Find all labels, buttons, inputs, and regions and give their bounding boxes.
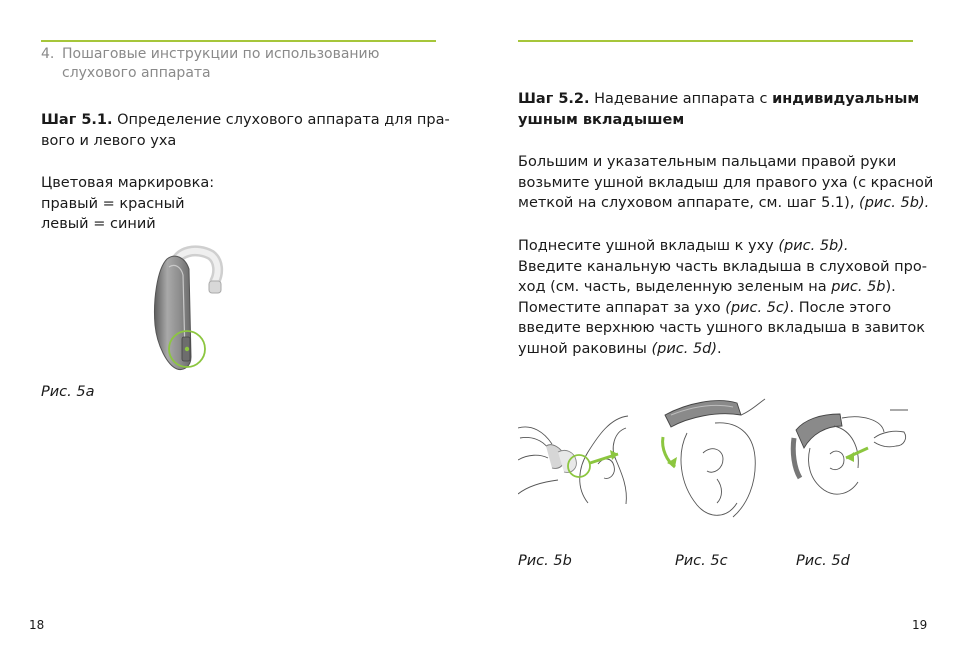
p2-line3: ход (см. часть, выделенную зеленым на [518, 279, 827, 296]
step-5-2-title-bold1: индивидуальным [772, 91, 920, 107]
figure-5b-caption: Рис. 5b [518, 553, 572, 569]
figure-5c-illustration [657, 393, 767, 523]
paragraph-2 [518, 236, 927, 360]
p2-line6-end: . [717, 340, 722, 357]
p2-line4-end: . После этого [789, 299, 892, 316]
section-title-line1: Пошаговые инструкции по использованию [62, 46, 380, 62]
p2-line3-ref: рис. 5b [831, 279, 886, 296]
section-title-line2: слухового аппарата [62, 65, 211, 81]
p1-line3: меткой на слуховом аппарате, см. шаг 5.1), [518, 195, 855, 212]
p2-line4-ref: (рис. 5c) [725, 299, 790, 316]
p2-line1-ref: (рис. 5b). [778, 238, 849, 254]
p2-line2: Введите канальную часть вкладыша в слуховой про- [518, 258, 927, 275]
p1-line1: Большим и указательным пальцами правой руки [518, 154, 897, 170]
step-5-2-title-bold2: ушным вкладышем [518, 111, 685, 128]
color-coding-left: левый = синий [41, 216, 156, 233]
color-coding-block [41, 173, 214, 235]
p2-line1: Поднесите ушной вкладыш к уху [518, 238, 774, 254]
page-number-right: 19 [912, 618, 928, 632]
step-5-2-title-plain: Надевание аппарата с [594, 91, 768, 107]
page-number-left: 18 [29, 618, 45, 632]
p2-line4: Поместите аппарат за ухо [518, 299, 721, 316]
header-rule-left [41, 40, 436, 42]
p1-line2: возьмите ушной вкладыш для правого уха (с красной [518, 174, 934, 191]
p2-line3-end: ). [885, 279, 896, 296]
p2-line5: введите верхнюю часть ушного вкладыша в завиток [518, 320, 926, 337]
color-coding-right: правый = красный [41, 195, 185, 212]
p2-line6: ушной раковины [518, 340, 647, 357]
step-5-1-label: Шаг 5.1. [41, 112, 113, 128]
step-5-2-label: Шаг 5.2. [518, 91, 590, 107]
figure-5b-illustration [518, 408, 638, 508]
color-coding-title: Цветовая маркировка: [41, 175, 215, 191]
figure-5c-caption: Рис. 5c [675, 553, 728, 569]
p2-line6-ref: (рис. 5d) [651, 340, 718, 357]
paragraph-1 [518, 152, 933, 214]
p1-ref: (рис. 5b). [859, 195, 930, 212]
step-5-1-block [41, 110, 450, 151]
section-number: 4. [41, 46, 55, 62]
step-5-2-block [518, 89, 919, 130]
figure-5d-caption: Рис. 5d [796, 553, 850, 569]
hearing-aid-illustration [145, 245, 225, 375]
section-header [41, 45, 379, 83]
figure-5d-illustration [790, 408, 910, 508]
header-rule-right [518, 40, 913, 42]
step-5-1-text-line1: Определение слухового аппарата для пра- [117, 112, 450, 128]
figure-5a-caption: Рис. 5а [41, 384, 95, 400]
step-5-1-text-line2: вого и левого уха [41, 132, 177, 149]
